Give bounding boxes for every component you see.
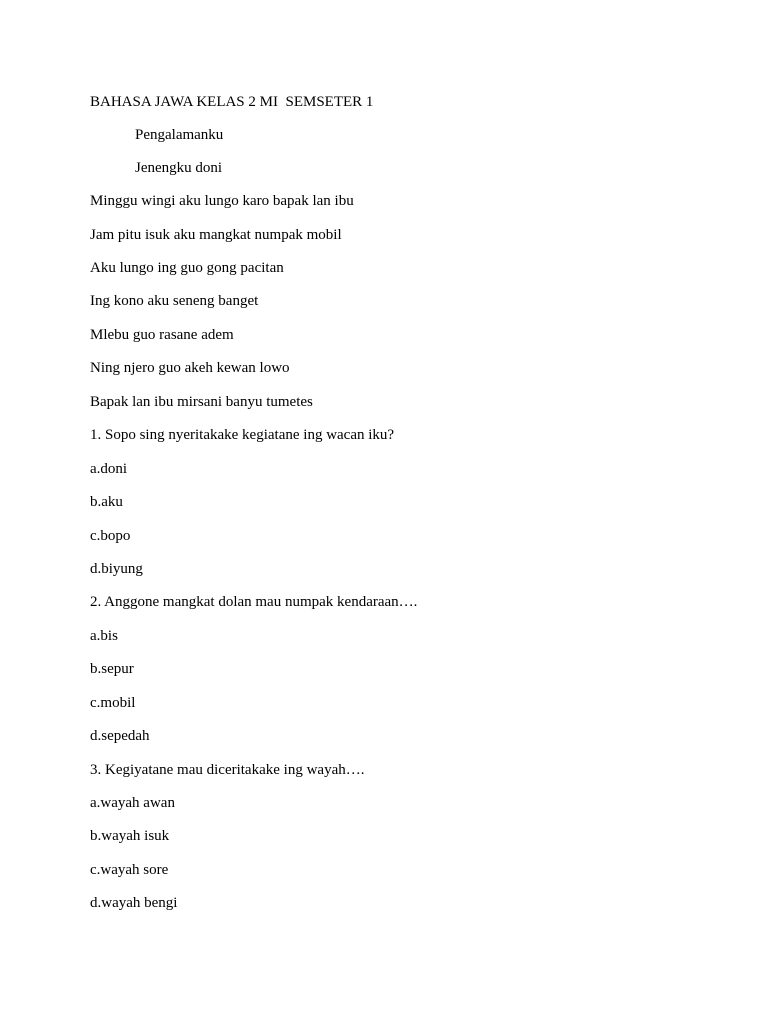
question-2: 2. Anggone mangkat dolan mau numpak kendaraan…. (90, 594, 418, 610)
story-line: Aku lungo ing guo gong pacitan (90, 260, 284, 276)
question-1-option-d: d.biyung (90, 561, 143, 577)
story-title: Pengalamanku (135, 127, 224, 143)
question-3-option-b: b.wayah isuk (90, 828, 170, 844)
question-2-option-c: c.mobil (90, 695, 136, 711)
story-line: Ning njero guo akeh kewan lowo (90, 360, 290, 376)
question-3-option-a: a.wayah awan (90, 795, 175, 811)
question-2-option-b: b.sepur (90, 661, 134, 677)
question-3-option-d: d.wayah bengi (90, 895, 178, 911)
question-1: 1. Sopo sing nyeritakake kegiatane ing wacan iku? (90, 427, 395, 443)
story-line: Minggu wingi aku lungo karo bapak lan ibu (90, 193, 354, 209)
question-2-option-a: a.bis (90, 628, 118, 644)
story-line: Mlebu guo rasane adem (90, 327, 234, 343)
story-line: Ing kono aku seneng banget (90, 293, 259, 309)
question-3-option-c: c.wayah sore (90, 862, 169, 878)
question-1-option-a: a.doni (90, 461, 128, 477)
story-line: Bapak lan ibu mirsani banyu tumetes (90, 394, 313, 410)
question-1-option-c: c.bopo (90, 528, 131, 544)
question-1-option-b: b.aku (90, 494, 123, 510)
author-line: Jenengku doni (135, 160, 223, 176)
question-2-option-d: d.sepedah (90, 728, 150, 744)
story-line: Jam pitu isuk aku mangkat numpak mobil (90, 227, 342, 243)
question-3: 3. Kegiyatane mau diceritakake ing wayah…. (90, 762, 365, 778)
document-title: BAHASA JAWA KELAS 2 MI SEMSETER 1 (90, 94, 374, 110)
